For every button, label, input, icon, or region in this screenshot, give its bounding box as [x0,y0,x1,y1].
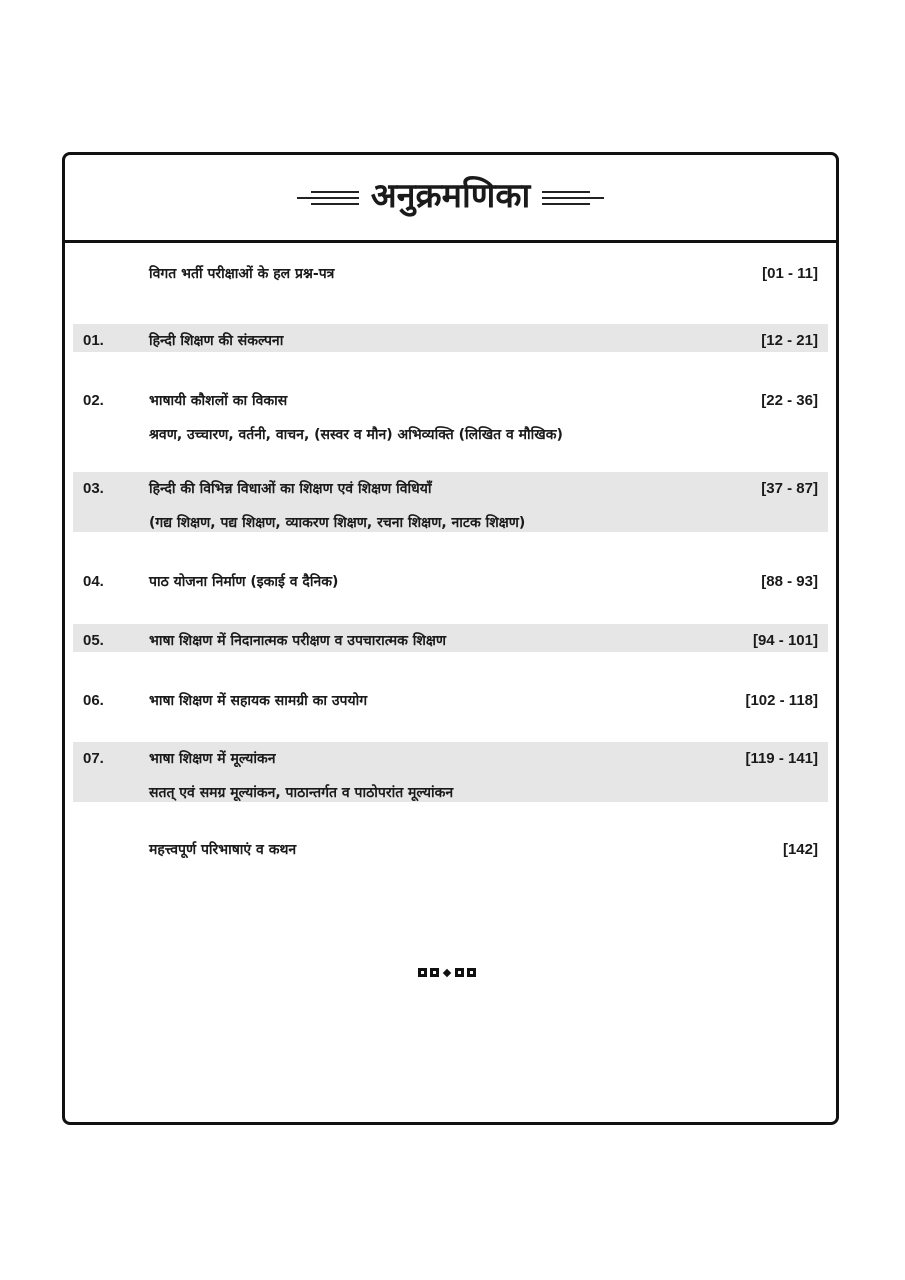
toc-entry-number: 01. [83,332,104,349]
toc-entry-title [149,690,708,712]
toc-entry-title [149,330,708,352]
toc-entry-title [149,390,708,446]
toc-entry-pages: [94 - 101] [752,632,818,649]
title-decoration-right-icon [542,191,604,205]
toc-entry-pages: [22 - 36] [761,392,818,409]
toc-entry-07[interactable] [73,742,828,802]
page-title: अनुक्रमणिका [370,175,531,216]
toc-entry-title [149,263,708,285]
title-decoration-left-icon [297,191,359,205]
toc-entry-number: 07. [83,750,104,767]
toc-entry-title-text: महत्त्वपूर्ण परिभाषाएं व कथन [149,842,297,858]
toc-entry-pages: [119 - 141] [745,750,818,767]
toc-entry-03[interactable] [73,472,828,532]
toc-entry-number: 02. [83,392,104,409]
toc-entry-title [149,478,708,534]
toc-entry-05[interactable] [73,624,828,652]
toc-entry-01[interactable] [73,324,828,352]
toc-entry-number: 06. [83,692,104,709]
toc-entry-pages: [142] [782,841,818,858]
toc-header [65,155,836,243]
toc-entry-subtitle: श्रवण, उच्चारण, वर्तनी, वाचन, (सस्वर व मौन) अभिव्यक्ति (लिखित व मौखिक) [149,427,563,443]
toc-entry-definitions[interactable] [73,833,828,869]
toc-entry-title-text: भाषा शिक्षण में निदानात्मक परीक्षण व उपचारात्मक शिक्षण [149,633,446,649]
toc-entry-subtitle: सतत् एवं समग्र मूल्यांकन, पाठान्तर्गत व पाठोपरांत मूल्यांकन [149,785,454,801]
toc-entry-title [149,748,708,804]
toc-frame [62,152,839,1125]
toc-entry-number: 05. [83,632,104,649]
toc-entry-title-text: पाठ योजना निर्माण (इकाई व दैनिक) [149,574,339,590]
toc-entry-number: 03. [83,480,104,497]
toc-entry-pages: [01 - 11] [762,265,818,282]
toc-entry-06[interactable] [73,684,828,720]
toc-entry-title [149,839,708,861]
toc-entry-pages: [102 - 118] [745,692,818,709]
toc-entry-title [149,571,708,593]
toc-entry-title-text: भाषा शिक्षण में सहायक सामग्री का उपयोग [149,693,368,709]
toc-entry-04[interactable] [73,565,828,601]
end-ornament-icon [418,968,476,977]
toc-entry-previous-papers[interactable] [73,257,828,293]
toc-entry-title-text: भाषायी कौशलों का विकास [149,393,288,409]
toc-entry-subtitle: (गद्य शिक्षण, पद्य शिक्षण, व्याकरण शिक्षण, रचना शिक्षण, नाटक शिक्षण) [149,515,526,531]
toc-entry-pages: [37 - 87] [761,480,818,497]
toc-entry-02[interactable] [73,384,828,444]
toc-entry-pages: [12 - 21] [761,332,818,349]
toc-entry-title-text: हिन्दी की विभिन्न विधाओं का शिक्षण एवं शिक्षण विधियाँ [149,481,432,497]
toc-entry-pages: [88 - 93] [761,573,818,590]
toc-entry-title-text: विगत भर्ती परीक्षाओं के हल प्रश्न-पत्र [149,266,335,282]
toc-entry-title-text: हिन्दी शिक्षण की संकल्पना [149,333,284,349]
toc-entry-number: 04. [83,573,104,590]
toc-entry-title-text: भाषा शिक्षण में मूल्यांकन [149,751,276,767]
toc-entry-title [149,630,708,652]
